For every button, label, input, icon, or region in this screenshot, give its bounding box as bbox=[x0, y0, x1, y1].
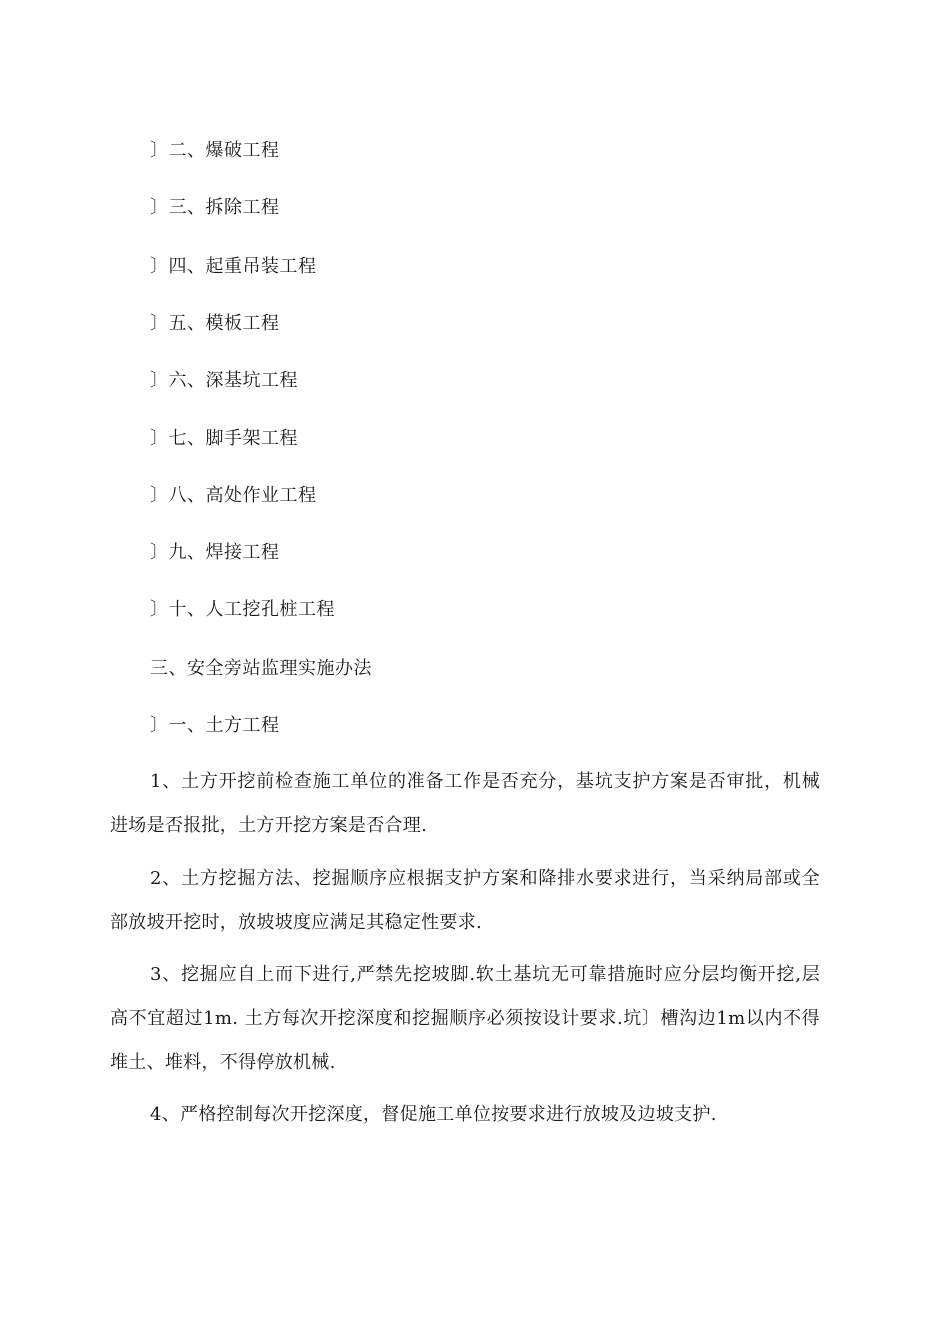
paragraph: 3、挖掘应自上而下进行,严禁先挖坡脚.软土基坑无可靠措施时应分层均衡开挖,层高不宜超过1m. 土方每次开挖深度和挖掘顺序必须按设计要求.坑〕槽沟边1m以内不得堆土、堆料，不得停放机械. bbox=[110, 964, 820, 1073]
list-item: 〕七、脚手架工程 bbox=[150, 428, 298, 449]
section-heading: 三、安全旁站监理实施办法 bbox=[150, 658, 372, 679]
list-item: 〕十、人工挖孔桩工程 bbox=[150, 599, 335, 620]
list-item: 〕六、深基坑工程 bbox=[150, 370, 298, 391]
paragraph: 1、土方开挖前检查施工单位的准备工作是否充分，基坑支护方案是否审批，机械进场是否报批，土方开挖方案是否合理. bbox=[110, 771, 820, 836]
paragraph: 4、严格控制每次开挖深度，督促施工单位按要求进行放坡及边坡支护. bbox=[150, 1104, 717, 1125]
list-item: 〕四、起重吊装工程 bbox=[150, 256, 317, 277]
paragraph: 2、土方挖掘方法、挖掘顺序应根据支护方案和降排水要求进行，当采纳局部或全部放坡开挖时，放坡坡度应满足其稳定性要求. bbox=[110, 868, 820, 933]
subsection-heading: 〕一、土方工程 bbox=[150, 715, 280, 736]
list-item: 〕八、高处作业工程 bbox=[150, 485, 317, 506]
list-item: 〕三、拆除工程 bbox=[150, 197, 280, 218]
list-item: 〕二、爆破工程 bbox=[150, 140, 280, 161]
list-item: 〕九、焊接工程 bbox=[150, 542, 280, 563]
list-item: 〕五、模板工程 bbox=[150, 313, 280, 334]
